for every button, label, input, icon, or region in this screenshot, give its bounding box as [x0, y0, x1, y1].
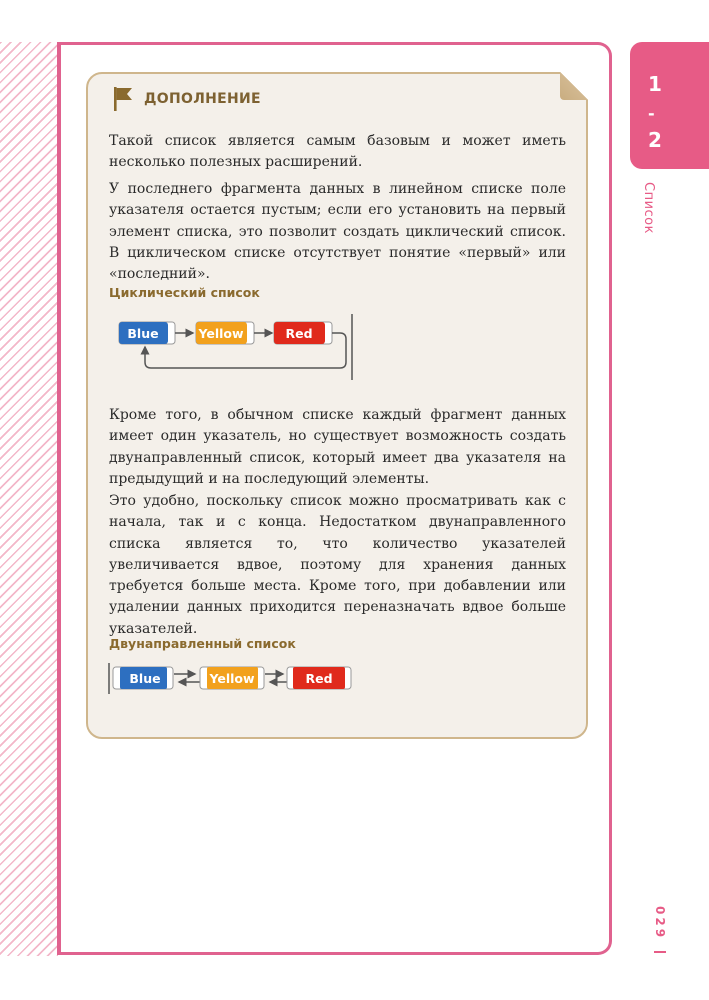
- doubly-node-blue-label: Blue: [129, 671, 161, 686]
- cyclic-list-diagram: [100, 310, 380, 382]
- doubly-node-red: [287, 667, 351, 689]
- page-number: 029: [653, 906, 667, 941]
- chapter-number-bottom: 2: [648, 128, 662, 152]
- chapter-number-top: 1: [648, 72, 662, 96]
- cyclic-node-blue-label: Blue: [127, 326, 159, 341]
- cyclic-list-caption: Циклический список: [109, 285, 260, 300]
- cyclic-node-red: [274, 322, 332, 344]
- note-title: ДОПОЛНЕНИЕ: [144, 91, 261, 107]
- section-title: Список: [641, 182, 656, 234]
- note-paragraph-4: Это удобно, поскольку список можно просматривать как с начала, так и с конца. Недостатком двунаправленного списка является то, что количество указателей увеличивается вдвое, поэтому для хранения данных требуется больше места. Кроме того, при добавлении или удалении данных приходится переназначать вдвое больше указателей.: [109, 493, 566, 637]
- doubly-list-diagram: [100, 660, 380, 696]
- flag-icon: [112, 86, 134, 112]
- cyclic-node-yellow: [196, 322, 254, 344]
- decorative-stripes: [0, 42, 58, 956]
- doubly-node-blue: [113, 667, 173, 689]
- cyclic-node-red-label: Red: [285, 326, 313, 341]
- note-paragraph-3: Кроме того, в обычном списке каждый фрагмент данных имеет один указатель, но существует возможность создать двунаправленный список, который имеет два указателя на предыдущий и на последующий элементы.: [109, 407, 566, 487]
- page-number-bar: [654, 951, 666, 953]
- doubly-node-red-label: Red: [305, 671, 333, 686]
- note-paragraph-2: У последнего фрагмента данных в линейном списке поле указателя остается пустым; если его установить на первый элемент списка, это позволит создать циклический список. В циклическом списке отсутствует понятие «первый» или «последний».: [109, 181, 566, 283]
- note-paragraph-1: Такой список является самым базовым и может иметь несколько полезных расширений.: [109, 133, 566, 171]
- note-header: [112, 86, 261, 112]
- doubly-list-caption: Двунаправленный список: [109, 636, 296, 651]
- doubly-node-yellow: [200, 667, 264, 689]
- cyclic-node-blue: [119, 322, 175, 344]
- chapter-tab: [630, 42, 709, 169]
- doubly-node-yellow-label: Yellow: [209, 671, 255, 686]
- chapter-number-dash: -: [648, 104, 655, 123]
- note-corner-fold: [560, 72, 588, 100]
- cyclic-node-yellow-label: Yellow: [198, 326, 244, 341]
